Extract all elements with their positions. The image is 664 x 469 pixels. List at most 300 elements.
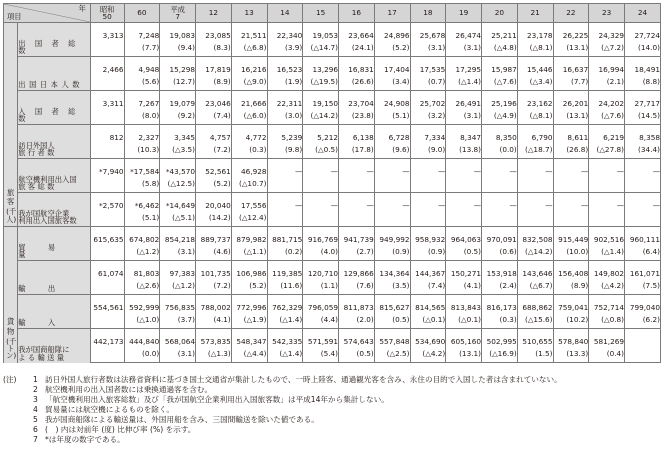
change-cell xyxy=(90,177,124,193)
table-row-change xyxy=(4,245,661,261)
value-cell: 4,948 xyxy=(124,57,160,75)
value-cell: 879,982 xyxy=(231,227,267,245)
change-cell: (5.2) xyxy=(231,279,267,295)
value-cell: — xyxy=(339,193,375,211)
value-cell: 796,059 xyxy=(303,295,339,313)
value-cell: 574,643 xyxy=(339,329,375,347)
year-header-cell: 12 xyxy=(196,4,232,23)
change-cell: (6.2) xyxy=(625,313,661,329)
table-row-change xyxy=(4,211,661,227)
value-cell: 24,896 xyxy=(374,23,410,41)
value-cell: 26,225 xyxy=(553,23,589,41)
note-item xyxy=(3,375,661,385)
change-cell: (△3.5) xyxy=(160,143,196,159)
change-cell xyxy=(410,177,446,193)
change-cell: (△4.2) xyxy=(589,279,625,295)
change-cell: (7.4) xyxy=(196,109,232,125)
row-label-text: 貿 易 量 xyxy=(18,242,66,260)
change-cell: (9.6) xyxy=(374,143,410,159)
year-header-cell: 平成 7 xyxy=(160,4,196,23)
change-cell: (△14.2) xyxy=(517,245,553,261)
change-cell: (7.4) xyxy=(410,279,446,295)
value-cell: — xyxy=(267,159,303,177)
change-cell xyxy=(90,75,124,91)
change-cell xyxy=(589,177,625,193)
value-cell: — xyxy=(374,193,410,211)
change-cell: (△2.6) xyxy=(124,279,160,295)
value-cell: 688,862 xyxy=(517,295,553,313)
value-cell: 17,535 xyxy=(410,57,446,75)
change-cell xyxy=(517,211,553,227)
value-cell: 889,737 xyxy=(196,227,232,245)
change-cell: (14.2) xyxy=(196,211,232,227)
value-cell: 916,769 xyxy=(303,227,339,245)
value-cell: 16,994 xyxy=(589,57,625,75)
change-cell: (△6.7) xyxy=(517,279,553,295)
value-cell: — xyxy=(374,159,410,177)
row-label-text: 航空機利用出入国 旅 客 総 数 xyxy=(18,174,77,192)
value-cell: *2,570 xyxy=(90,193,124,211)
value-cell: 812 xyxy=(90,125,124,143)
value-cell: 902,516 xyxy=(589,227,625,245)
value-cell: 759,041 xyxy=(553,295,589,313)
table-row xyxy=(4,329,661,347)
change-cell: (3.1) xyxy=(160,347,196,363)
value-cell: 772,996 xyxy=(231,295,267,313)
value-cell: 26,474 xyxy=(446,23,482,41)
change-cell: (13.1) xyxy=(446,347,482,363)
change-cell: (△9.0) xyxy=(231,75,267,91)
value-cell: 941,739 xyxy=(339,227,375,245)
row-label xyxy=(18,57,91,91)
value-cell: *7,940 xyxy=(90,159,124,177)
category-unit: (千トン) xyxy=(6,336,17,361)
change-cell: (4.1) xyxy=(446,279,482,295)
value-cell: 571,591 xyxy=(303,329,339,347)
value-cell: 23,162 xyxy=(517,91,553,109)
note-number: 2 xyxy=(33,385,38,394)
change-cell: (△10.7) xyxy=(231,177,267,193)
year-header-cell: 18 xyxy=(410,4,446,23)
value-cell: — xyxy=(446,193,482,211)
change-cell: (△0.8) xyxy=(589,313,625,329)
value-cell: 81,803 xyxy=(124,261,160,279)
value-cell: 26,201 xyxy=(553,91,589,109)
corner-header-cell xyxy=(4,4,91,23)
value-cell: 13,296 xyxy=(303,57,339,75)
value-cell: 8,611 xyxy=(553,125,589,143)
change-cell: (8.8) xyxy=(625,75,661,91)
statistics-table xyxy=(3,3,661,363)
change-cell: (3.9) xyxy=(267,41,303,57)
value-cell: 6,138 xyxy=(339,125,375,143)
change-cell: (10.0) xyxy=(553,245,589,261)
value-cell: 161,071 xyxy=(625,261,661,279)
value-cell: 752,714 xyxy=(589,295,625,313)
value-cell: 534,690 xyxy=(410,329,446,347)
value-cell: 23,046 xyxy=(196,91,232,109)
item-label: 項目 xyxy=(7,12,22,22)
value-cell: 674,802 xyxy=(124,227,160,245)
value-cell: 97,383 xyxy=(160,261,196,279)
change-cell: (8.9) xyxy=(196,75,232,91)
value-cell: — xyxy=(553,159,589,177)
table-row xyxy=(4,91,661,109)
note-number: 4 xyxy=(33,405,38,414)
change-cell xyxy=(90,211,124,227)
change-cell xyxy=(303,177,339,193)
change-cell: (△1.4) xyxy=(446,75,482,91)
value-cell: 25,678 xyxy=(410,23,446,41)
table-row-change xyxy=(4,41,661,57)
change-cell: (3.2) xyxy=(410,109,446,125)
year-header-cell: 16 xyxy=(339,4,375,23)
value-cell: 27,724 xyxy=(625,23,661,41)
row-label xyxy=(18,261,91,295)
value-cell: 106,986 xyxy=(231,261,267,279)
change-cell: (△27.8) xyxy=(589,143,625,159)
value-cell: — xyxy=(517,193,553,211)
notes-section xyxy=(3,375,661,445)
change-cell: (△1.3) xyxy=(196,347,232,363)
change-cell xyxy=(267,211,303,227)
change-cell xyxy=(410,211,446,227)
table-row xyxy=(4,159,661,177)
value-cell: 7,248 xyxy=(124,23,160,41)
change-cell: (13.1) xyxy=(553,41,589,57)
change-cell: (△7.2) xyxy=(589,41,625,57)
change-cell: (△1.1) xyxy=(231,245,267,261)
change-cell: (24.1) xyxy=(339,41,375,57)
year-header-cell: 15 xyxy=(303,4,339,23)
table-row xyxy=(4,295,661,313)
change-cell xyxy=(625,347,661,363)
value-cell: 592,999 xyxy=(124,295,160,313)
change-cell: (5.4) xyxy=(303,347,339,363)
change-cell: (3.5) xyxy=(374,279,410,295)
change-cell xyxy=(482,177,518,193)
note-number: 6 xyxy=(33,425,38,434)
table-row-change xyxy=(4,75,661,91)
row-label xyxy=(18,329,91,363)
change-cell: (3.1) xyxy=(410,41,446,57)
change-cell: (△12.5) xyxy=(160,177,196,193)
change-cell: (△18.7) xyxy=(517,143,553,159)
value-cell: 8,358 xyxy=(625,125,661,143)
value-cell: 24,202 xyxy=(589,91,625,109)
value-cell: — xyxy=(482,193,518,211)
category-unit: (千人) xyxy=(6,207,17,224)
row-label xyxy=(18,159,91,193)
value-cell: — xyxy=(482,159,518,177)
change-cell: (7.5) xyxy=(625,279,661,295)
value-cell: 156,408 xyxy=(553,261,589,279)
change-cell: (12.7) xyxy=(160,75,196,91)
value-cell: 22,340 xyxy=(267,23,303,41)
change-cell xyxy=(339,211,375,227)
change-cell: (0.4) xyxy=(589,347,625,363)
value-cell: 854,218 xyxy=(160,227,196,245)
change-cell: (8.3) xyxy=(196,41,232,57)
change-cell: (23.8) xyxy=(339,109,375,125)
change-cell: (0.5) xyxy=(339,347,375,363)
value-cell: 19,150 xyxy=(303,91,339,109)
row-label-text: 輸 入 xyxy=(18,318,66,328)
value-cell: — xyxy=(589,193,625,211)
value-cell: — xyxy=(410,159,446,177)
change-cell: (6.4) xyxy=(625,245,661,261)
change-cell: (0.6) xyxy=(482,245,518,261)
table-row-change xyxy=(4,347,661,363)
category-cargo xyxy=(4,227,18,363)
change-cell: (△6.0) xyxy=(231,109,267,125)
change-cell: (13.8) xyxy=(446,143,482,159)
value-cell: 502,995 xyxy=(482,329,518,347)
change-cell: (4.6) xyxy=(196,245,232,261)
year-header-cell: 17 xyxy=(374,4,410,23)
value-cell: 8,347 xyxy=(446,125,482,143)
value-cell: 15,987 xyxy=(482,57,518,75)
value-cell: 964,063 xyxy=(446,227,482,245)
value-cell: 573,835 xyxy=(196,329,232,347)
change-cell: (2.7) xyxy=(339,245,375,261)
value-cell: 6,790 xyxy=(517,125,553,143)
change-cell: (5.8) xyxy=(124,177,160,193)
value-cell: 25,211 xyxy=(482,23,518,41)
row-label-text: 輸 出 xyxy=(18,284,66,294)
row-label xyxy=(18,227,91,261)
value-cell: 8,350 xyxy=(482,125,518,143)
value-cell: 762,329 xyxy=(267,295,303,313)
change-cell xyxy=(90,313,124,329)
value-cell: *43,570 xyxy=(160,159,196,177)
table-row xyxy=(4,261,661,279)
value-cell: 2,327 xyxy=(124,125,160,143)
value-cell: — xyxy=(303,193,339,211)
year-header-cell: 23 xyxy=(589,4,625,23)
change-cell: (1.9) xyxy=(267,75,303,91)
value-cell: — xyxy=(339,159,375,177)
change-cell: (△19.5) xyxy=(303,75,339,91)
change-cell: (0.9) xyxy=(410,245,446,261)
note-text: ( ) 内は対前年 (度) 比伸び率 (%) を示す。 xyxy=(45,425,196,434)
value-cell: 23,085 xyxy=(196,23,232,41)
note-item xyxy=(3,415,661,425)
change-cell xyxy=(90,109,124,125)
change-cell: (△4.9) xyxy=(482,109,518,125)
change-cell: (7.6) xyxy=(339,279,375,295)
row-label-text: 訪日外国人 旅 行 者 数 xyxy=(18,140,55,158)
value-cell: 52,561 xyxy=(196,159,232,177)
change-cell xyxy=(517,177,553,193)
value-cell: 568,064 xyxy=(160,329,196,347)
change-cell: (2.1) xyxy=(589,75,625,91)
change-cell: (△12.4) xyxy=(231,211,267,227)
value-cell: — xyxy=(589,159,625,177)
table-body xyxy=(4,23,661,363)
value-cell: 23,664 xyxy=(339,23,375,41)
value-cell: 25,196 xyxy=(482,91,518,109)
value-cell: 17,556 xyxy=(231,193,267,211)
change-cell: (17.8) xyxy=(339,143,375,159)
value-cell: 444,840 xyxy=(124,329,160,347)
change-cell: (5.1) xyxy=(374,109,410,125)
change-cell: (△14.7) xyxy=(303,41,339,57)
note-number: 1 xyxy=(33,375,38,384)
note-text: 航空機利用の出入国者数には乗換通過客を含む。 xyxy=(45,385,213,394)
value-cell: 16,216 xyxy=(231,57,267,75)
row-label-text: 我が国航空企業 利用出入国旅客数 xyxy=(18,208,77,226)
year-header-cell: 19 xyxy=(446,4,482,23)
value-cell: — xyxy=(625,193,661,211)
change-cell: (0.0) xyxy=(482,143,518,159)
value-cell: 811,873 xyxy=(339,295,375,313)
change-cell: (△1.0) xyxy=(124,313,160,329)
value-cell: 26,491 xyxy=(446,91,482,109)
change-cell: (△8.1) xyxy=(517,109,553,125)
change-cell: (10.2) xyxy=(553,313,589,329)
value-cell: 16,831 xyxy=(339,57,375,75)
value-cell: 3,345 xyxy=(160,125,196,143)
value-cell: 788,002 xyxy=(196,295,232,313)
change-cell: (7.7) xyxy=(124,41,160,57)
table-row-change xyxy=(4,313,661,329)
change-cell: (△6.8) xyxy=(231,41,267,57)
year-label: 年 xyxy=(78,4,86,13)
note-text: 我が国商船隊による輸送量は、外国用船を含み、三国間輸送を除いた値である。 xyxy=(45,415,319,424)
change-cell: (△1.4) xyxy=(589,245,625,261)
change-cell: (5.2) xyxy=(196,177,232,193)
change-cell: (0.7) xyxy=(410,75,446,91)
change-cell: (26.8) xyxy=(553,143,589,159)
row-label-text: 出国日本人数 xyxy=(18,80,84,90)
change-cell: (13.3) xyxy=(553,347,589,363)
value-cell: *6,462 xyxy=(124,193,160,211)
value-cell: 149,802 xyxy=(589,261,625,279)
row-label-text: 我が国商船隊に よ る 輸 送 量 xyxy=(18,345,70,362)
value-cell: 46,928 xyxy=(231,159,267,177)
value-cell: 7,267 xyxy=(124,91,160,109)
change-cell: (0.5) xyxy=(374,313,410,329)
value-cell: 20,040 xyxy=(196,193,232,211)
row-label xyxy=(18,295,91,329)
value-cell: 61,074 xyxy=(90,261,124,279)
table-row-change xyxy=(4,143,661,159)
change-cell: (3.7) xyxy=(160,313,196,329)
value-cell: 442,173 xyxy=(90,329,124,347)
value-cell: 15,298 xyxy=(160,57,196,75)
note-text: *は年度の数字である。 xyxy=(45,435,125,444)
change-cell: (△14.2) xyxy=(303,109,339,125)
change-cell xyxy=(446,211,482,227)
change-cell: (0.0) xyxy=(124,347,160,363)
value-cell: 144,367 xyxy=(410,261,446,279)
category-label: 旅客 xyxy=(6,188,15,207)
table-row-change xyxy=(4,109,661,125)
change-cell: (△4.2) xyxy=(410,347,446,363)
change-cell xyxy=(90,143,124,159)
value-cell: 615,635 xyxy=(90,227,124,245)
change-cell xyxy=(553,177,589,193)
year-header-cell: 13 xyxy=(231,4,267,23)
year-header-cell: 20 xyxy=(482,4,518,23)
table-row xyxy=(4,57,661,75)
value-cell: 24,908 xyxy=(374,91,410,109)
value-cell: 5,212 xyxy=(303,125,339,143)
value-cell: — xyxy=(410,193,446,211)
change-cell: (7.7) xyxy=(553,75,589,91)
value-cell: — xyxy=(625,159,661,177)
note-number: 3 xyxy=(33,395,38,404)
change-cell: (9.0) xyxy=(410,143,446,159)
change-cell: (10.3) xyxy=(124,143,160,159)
change-cell: (8.0) xyxy=(124,109,160,125)
value-cell: 832,508 xyxy=(517,227,553,245)
change-cell: (△4.4) xyxy=(231,347,267,363)
change-cell: (△16.9) xyxy=(482,347,518,363)
note-item xyxy=(3,435,661,445)
value-cell: — xyxy=(517,159,553,177)
table-row xyxy=(4,23,661,41)
value-cell xyxy=(625,329,661,347)
value-cell: 120,710 xyxy=(303,261,339,279)
value-cell: 6,728 xyxy=(374,125,410,143)
change-cell xyxy=(90,347,124,363)
change-cell: (14.5) xyxy=(625,109,661,125)
row-label xyxy=(18,23,91,57)
year-header-cell: 14 xyxy=(267,4,303,23)
value-cell: 815,627 xyxy=(374,295,410,313)
notes-title: (注) xyxy=(3,375,17,384)
value-cell: 21,511 xyxy=(231,23,267,41)
row-label-text: 入 国 者 総 数 xyxy=(18,106,79,124)
value-cell: 21,666 xyxy=(231,91,267,109)
change-cell: (△15.6) xyxy=(517,313,553,329)
year-header-cell: 60 xyxy=(124,4,160,23)
value-cell: 548,347 xyxy=(231,329,267,347)
value-cell: 557,848 xyxy=(374,329,410,347)
value-cell: — xyxy=(446,159,482,177)
change-cell: (△8.1) xyxy=(517,41,553,57)
value-cell: 799,040 xyxy=(625,295,661,313)
value-cell: 881,715 xyxy=(267,227,303,245)
value-cell: 16,637 xyxy=(553,57,589,75)
change-cell: (△5.1) xyxy=(160,211,196,227)
change-cell xyxy=(374,177,410,193)
table-row-change xyxy=(4,279,661,295)
value-cell: 605,160 xyxy=(446,329,482,347)
value-cell: 3,311 xyxy=(90,91,124,109)
change-cell: (5.6) xyxy=(124,75,160,91)
change-cell: (0.2) xyxy=(267,245,303,261)
change-cell: (△1.4) xyxy=(267,313,303,329)
row-label-text: 出 国 者 総 数 xyxy=(18,38,79,56)
value-cell: 129,866 xyxy=(339,261,375,279)
change-cell: (△7.6) xyxy=(589,109,625,125)
change-cell: (5.2) xyxy=(374,41,410,57)
table-row xyxy=(4,125,661,143)
change-cell: (7.2) xyxy=(196,279,232,295)
change-cell: (9.4) xyxy=(160,41,196,57)
change-cell: (13.1) xyxy=(553,109,589,125)
value-cell: 17,819 xyxy=(196,57,232,75)
change-cell: (3.1) xyxy=(446,109,482,125)
change-cell: (4.0) xyxy=(303,245,339,261)
statistics-page xyxy=(3,3,661,444)
note-text: 訪日外国人旅行者数は法務省資料に基づき国土交通省が集計したもので、一時上陸客、通過観光客を含み、永住の目的で入国した者は含まれていない。 xyxy=(45,375,562,384)
category-passengers xyxy=(4,23,18,227)
value-cell: 17,404 xyxy=(374,57,410,75)
